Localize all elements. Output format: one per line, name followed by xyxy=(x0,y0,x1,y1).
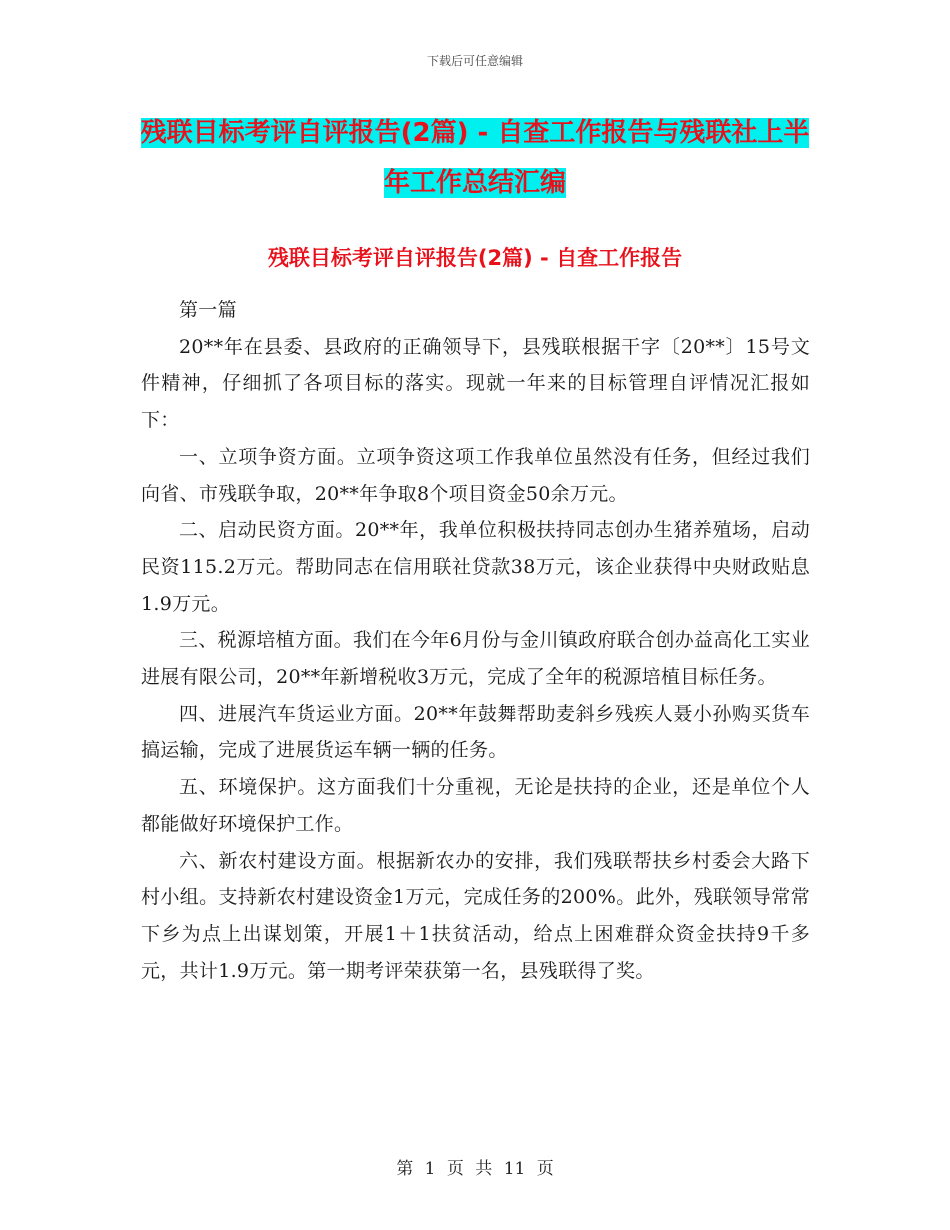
paragraph: 三、税源培植方面。我们在今年6月份与金川镇政府联合创办益高化工实业进展有限公司，20**年新增税收3万元，完成了全年的税源培植目标任务。 xyxy=(141,629,810,689)
paragraph: 四、进展汽车货运业方面。20**年鼓舞帮助麦斜乡残疾人聂小孙购买货车搞运输，完成了进展货运车辆一辆的任务。 xyxy=(141,702,810,762)
document-title xyxy=(140,108,810,208)
body-text xyxy=(141,292,810,989)
page-header: 下载后可任意编辑 xyxy=(426,54,523,68)
paragraph: 六、新农村建设方面。根据新农办的安排，我们残联帮扶乡村委会大路下村小组。支持新农村建设资金1万元，完成任务的200%。此外，残联领导常常下乡为点上出谋划策，开展1＋1扶贫活动，给点上困难群众资金扶持9千多元，共计1.9万元。第一期考评荣获第一名，县残联得了奖。 xyxy=(141,849,810,982)
title-highlight: 残联目标考评自评报告(2篇) - 自查工作报告与残联社上半年工作总结汇编 xyxy=(140,118,810,198)
section-title: 残联目标考评自评报告(2篇) - 自查工作报告 xyxy=(267,246,683,270)
paragraph: 第一篇 xyxy=(179,299,237,321)
paragraph: 20**年在县委、县政府的正确领导下，县残联根据干字〔20**〕15号文件精神，仔细抓了各项目标的落实。现就一年来的目标管理自评情况汇报如下： xyxy=(141,335,810,432)
paragraph: 二、启动民资方面。20**年，我单位积极扶持同志创办生猪养殖场，启动民资115.2万元。帮助同志在信用联社贷款38万元，该企业获得中央财政贴息1.9万元。 xyxy=(141,519,810,615)
page-footer: 第 1 页 共 11 页 xyxy=(396,1159,554,1179)
paragraph: 五、环境保护。这方面我们十分重视，无论是扶持的企业，还是单位个人都能做好环境保护工作。 xyxy=(141,776,810,835)
paragraph: 一、立项争资方面。立项争资这项工作我单位虽然没有任务，但经过我们向省、市残联争取，20**年争取8个项目资金50余万元。 xyxy=(141,445,810,505)
